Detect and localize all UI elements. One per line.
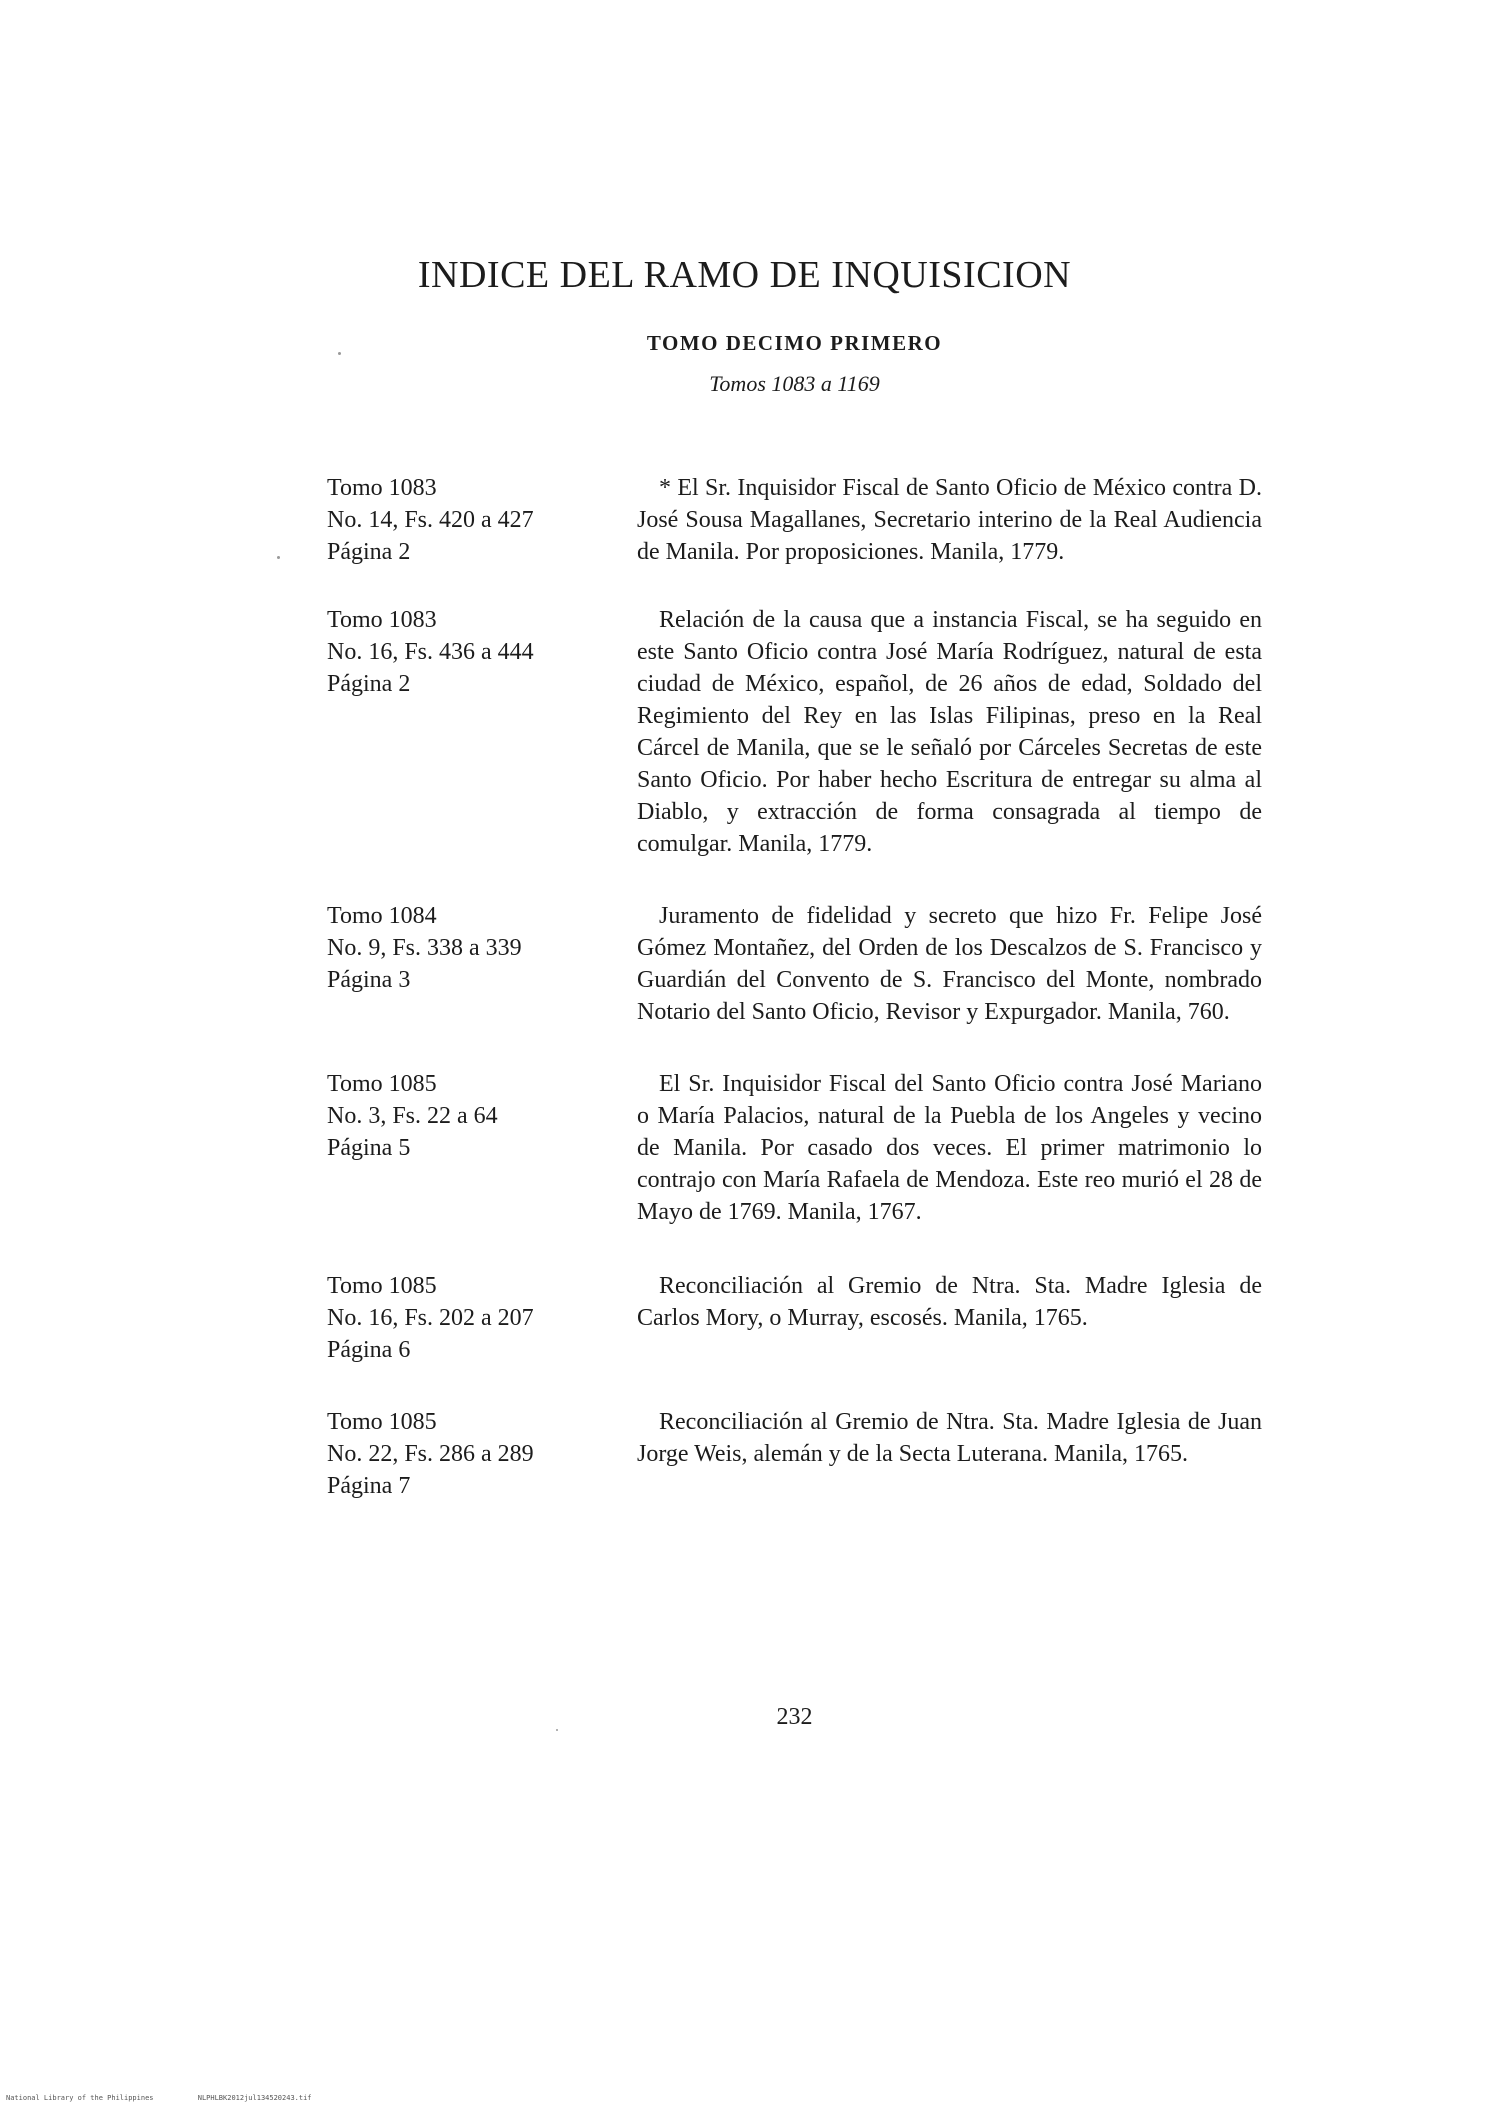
entry-tomo: Tomo 1085 [327, 1273, 437, 1299]
entry-description: El Sr. Inquisidor Fiscal del Santo Oficio contra José Mariano o María Palacios, natural de la Puebla de los Angeles y vecino de Manila. Por casado dos veces. El primer matrimonio lo contrajo con María Rafaela de Mendoza. Este reo murió el 28 de Mayo de 1769. Manila, 1767. [637, 1071, 1262, 1225]
entry-reference [327, 604, 637, 860]
entry-description: Reconciliación al Gremio de Ntra. Sta. Madre Iglesia de Juan Jorge Weis, alemán y de la Secta Luterana. Manila, 1765. [637, 1409, 1262, 1467]
entry-reference [327, 472, 637, 568]
scan-speck [338, 352, 341, 355]
entry-tomo: Tomo 1085 [327, 1071, 437, 1097]
entry-tomo: Tomo 1083 [327, 475, 437, 501]
volume-range: Tomos 1083 a 1169 [709, 371, 880, 396]
entry-pagina: Página 7 [327, 1473, 411, 1499]
index-entry [327, 1068, 1262, 1228]
entry-reference [327, 900, 637, 1028]
entry-numero: No. 22, Fs. 286 a 289 [327, 1441, 534, 1467]
entry-description: * El Sr. Inquisidor Fiscal de Santo Oficio de México contra D. José Sousa Magallanes, Secretario interino de la Real Audiencia de Manila. Por proposiciones. Manila, 1779. [637, 475, 1262, 565]
footer-file: NLPHLBK2012jul134520243.tif [197, 2094, 312, 2102]
scan-footer [6, 2094, 352, 2102]
entry-numero: No. 16, Fs. 436 a 444 [327, 639, 534, 665]
entry-pagina: Página 5 [327, 1135, 411, 1161]
page-number: 232 [776, 1704, 813, 1730]
entry-numero: No. 3, Fs. 22 a 64 [327, 1103, 498, 1129]
volume-subtitle: TOMO DECIMO PRIMERO [646, 331, 943, 355]
entry-tomo: Tomo 1085 [327, 1409, 437, 1435]
scan-speck [556, 1729, 558, 1731]
entry-pagina: Página 2 [327, 539, 411, 565]
entry-tomo: Tomo 1084 [327, 903, 437, 929]
entry-description: Reconciliación al Gremio de Ntra. Sta. Madre Iglesia de Carlos Mory, o Murray, escosés. Manila, 1765. [637, 1273, 1262, 1331]
entry-reference [327, 1406, 637, 1502]
entry-numero: No. 16, Fs. 202 a 207 [327, 1305, 534, 1331]
index-entry [327, 1270, 1262, 1366]
entry-numero: No. 9, Fs. 338 a 339 [327, 935, 522, 961]
index-entry [327, 1406, 1262, 1502]
entry-description: Relación de la causa que a instancia Fiscal, se ha seguido en este Santo Oficio contra José María Rodríguez, natural de esta ciudad de México, español, de 26 años de edad, Soldado del Regimiento del Rey en las Islas Filipinas, preso en la Real Cárcel de Manila, que se le señaló por Cárceles Secretas de este Santo Oficio. Por haber hecho Escritura de entregar su alma al Diablo, y extracción de forma consagrada al tiempo de comulgar. Manila, 1779. [637, 607, 1262, 857]
entry-pagina: Página 3 [327, 967, 411, 993]
index-entry [327, 472, 1262, 568]
entry-numero: No. 14, Fs. 420 a 427 [327, 507, 534, 533]
entry-pagina: Página 6 [327, 1337, 411, 1363]
page-title: INDICE DEL RAMO DE INQUISICION [417, 254, 1072, 296]
index-entries [327, 472, 1262, 1536]
index-entry [327, 604, 1262, 860]
entry-reference [327, 1270, 637, 1366]
entry-tomo: Tomo 1083 [327, 607, 437, 633]
footer-library: National Library of the Philippines [6, 2094, 154, 2102]
entry-description: Juramento de fidelidad y secreto que hizo Fr. Felipe José Gómez Montañez, del Orden de los Descalzos de S. Francisco y Guardián del Convento de S. Francisco del Monte, nombrado Notario del Santo Oficio, Revisor y Expurgador. Manila, 760. [637, 903, 1262, 1025]
entry-pagina: Página 2 [327, 671, 411, 697]
index-entry [327, 900, 1262, 1028]
scan-speck [277, 556, 280, 559]
entry-reference [327, 1068, 637, 1228]
